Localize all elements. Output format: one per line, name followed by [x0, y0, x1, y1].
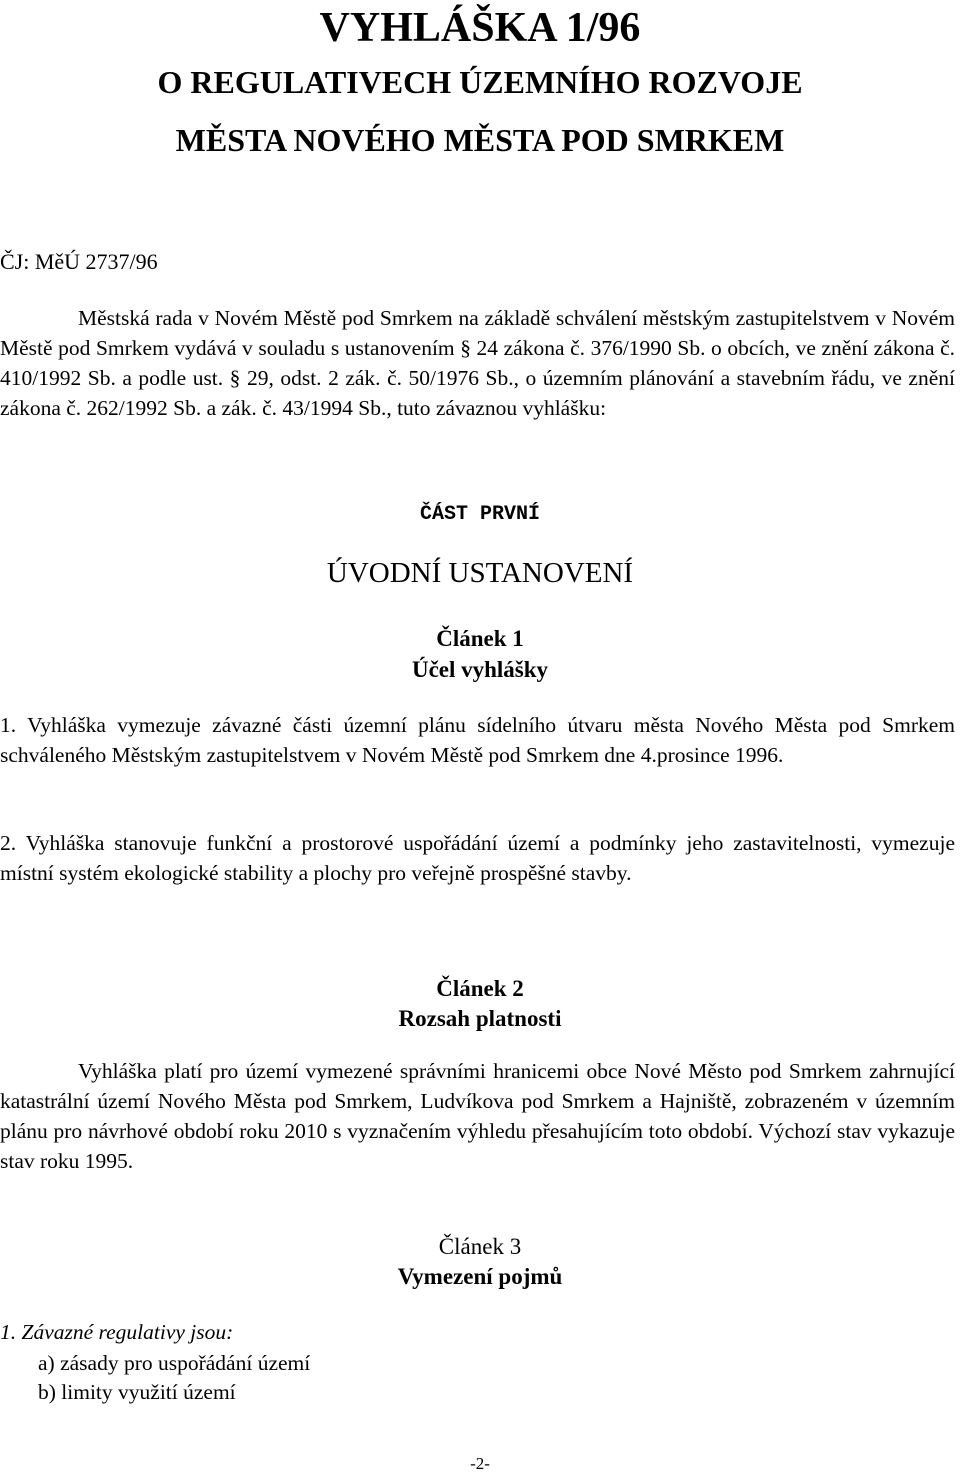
article1-paragraph2: 2. Vyhláška stanovuje funkční a prostorové uspořádání území a podmínky jeho zastavitelnosti, vymezuje místní systém ekologické stability a plochy pro veřejně prospěšné stavby. [0, 831, 955, 885]
article3-number: Článek 3 [438, 1234, 522, 1259]
article1-title: Účel vyhlášky [411, 657, 549, 682]
article3-title: Vymezení pojmů [397, 1264, 563, 1289]
document-title: VYHLÁŠKA 1/96 [319, 5, 641, 51]
article1-paragraph1: 1. Vyhláška vymezuje závazné části územní plánu sídelního útvaru města Nového Města pod Smrkem schváleného Městským zastupitelstvem v Novém Městě pod Smrkem dne 4.prosince 1996. [0, 713, 955, 767]
intro-paragraph: Městská rada v Novém Městě pod Smrkem na základě schválení městským zastupitelstvem v Novém Městě pod Smrkem vydává v souladu s ustanovením § 24 zákona č. 376/1990 Sb. o obcích, ve znění zákona č. 410/1992 Sb. a podle ust. § 29, odst. 2 zák. č. 50/1976 Sb., o územním plánování a stavebním řádu, ve znění zákona č. 262/1992 Sb. a zák. č. 43/1994 Sb., tuto závaznou vyhlášku: [0, 306, 955, 420]
article2-number: Článek 2 [436, 976, 524, 1001]
document-subtitle-line1: O REGULATIVECH ÚZEMNÍHO ROZVOJE [157, 64, 803, 100]
part-label: ČÁST PRVNÍ [419, 503, 541, 526]
article2-title: Rozsah platnosti [398, 1006, 562, 1031]
reference-number: ČJ: MěÚ 2737/96 [0, 249, 158, 274]
article3-list-heading: 1. Závazné regulativy jsou: [0, 1320, 234, 1344]
document-subtitle-line2: MĚSTA NOVÉHO MĚSTA POD SMRKEM [175, 122, 785, 158]
part-title: ÚVODNÍ USTANOVENÍ [326, 557, 634, 589]
article1-number: Článek 1 [436, 626, 524, 651]
list-item: b) limity využití území [38, 1380, 236, 1404]
article2-paragraph: Vyhláška platí pro území vymezené správními hranicemi obce Nové Město pod Smrkem zahrnující katastrální území Nového Města pod Smrkem, Ludvíkova pod Smrkem a Hajniště, zobrazeném v územním plánu pro návrhové období roku 2010 s vyznačením výhledu přesahujícím toto období. Výchozí stav vykazuje stav roku 1995. [0, 1059, 955, 1173]
page-number: -2- [470, 1454, 490, 1473]
list-item: a) zásady pro uspořádání území [38, 1351, 311, 1375]
